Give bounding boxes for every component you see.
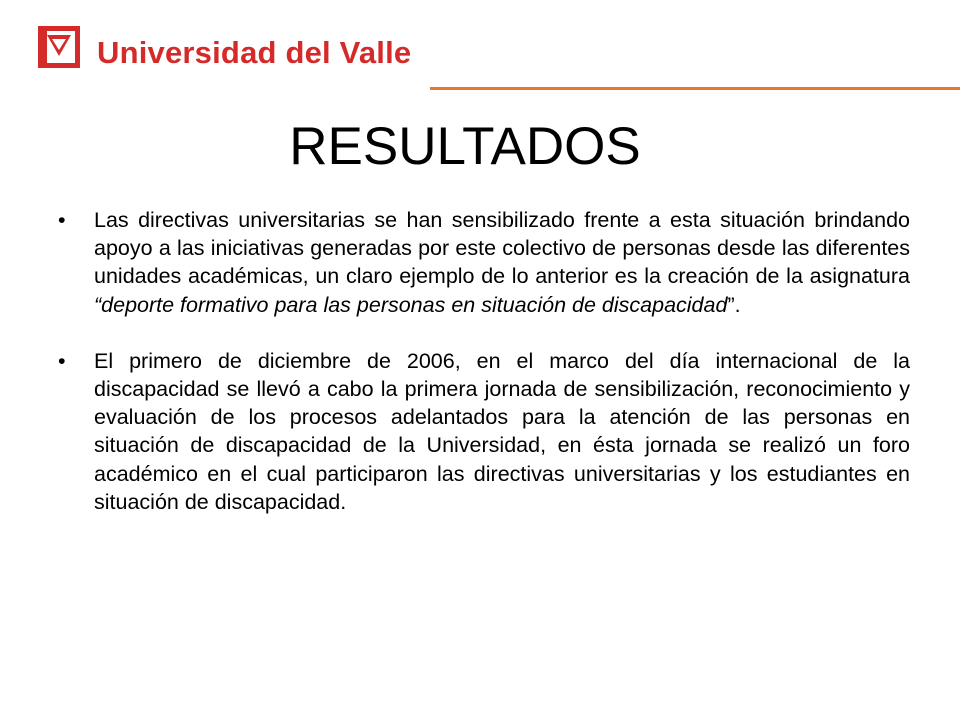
header <box>0 0 960 92</box>
bullet-list <box>58 206 910 544</box>
bullet-text-end: ”. <box>727 292 741 317</box>
bullet-text: El primero de diciembre de 2006, en el marco del día internacional de la discapacidad se llevó a cabo la primera jornada de sensibilización, reconocimiento y evaluación de los procesos adelantados para la atención de las personas en situación de discapacidad de la Universidad, en ésta jornada se realizó un foro académico en el cual participaron las directivas universitarias y los estudiantes en situación de discapacidad. <box>94 348 910 514</box>
bullet-marker: • <box>58 348 66 373</box>
bullet-item <box>58 347 910 516</box>
bullet-item <box>58 206 910 319</box>
bullet-marker: • <box>58 208 66 232</box>
university-name: Universidad del Valle <box>97 35 412 70</box>
slide-title: RESULTADOS <box>289 117 641 176</box>
header-divider <box>430 87 960 90</box>
bullet-text: Las directivas universitarias se han sensibilizado frente a esta situación brindando apoyo a las iniciativas generadas por este colectivo de personas desde las diferentes unidades académicas, un claro ejemplo de lo anterior es la creación de la asignatura <box>94 208 910 289</box>
course-name: “deporte formativo para las personas en situación de discapacidad <box>94 292 728 317</box>
univalle-logo-icon <box>38 26 80 68</box>
